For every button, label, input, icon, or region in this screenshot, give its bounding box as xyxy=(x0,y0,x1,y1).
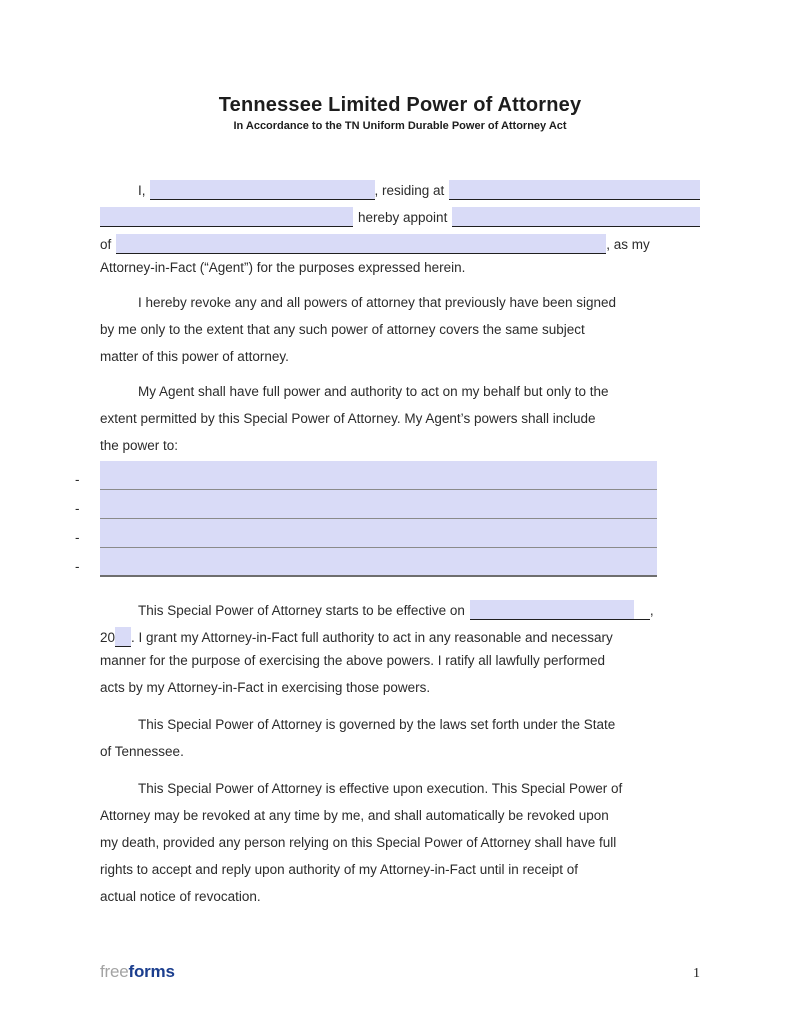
year-prefix-label: 20 xyxy=(100,630,116,645)
principal-address-field-1[interactable] xyxy=(449,180,700,200)
paragraph-line: My Agent shall have full power and authority to act on my behalf but only to the xyxy=(138,384,609,399)
paragraph-line: actual notice of revocation. xyxy=(100,889,261,904)
paragraph-line: rights to accept and reply upon authority of my Attorney-in-Fact until in receipt of xyxy=(100,862,578,877)
effective-date-paragraph xyxy=(100,593,700,701)
agent-powers-paragraph xyxy=(100,378,700,459)
effective-on-label: This Special Power of Attorney starts to be effective on xyxy=(138,603,465,618)
paragraph-line: acts by my Attorney-in-Fact in exercising those powers. xyxy=(100,680,431,695)
document-title: Tennessee Limited Power of Attorney xyxy=(218,94,582,116)
paragraph-line: extent permitted by this Special Power of Attorney. My Agent’s powers shall include xyxy=(100,411,596,426)
agent-name-field[interactable] xyxy=(452,207,700,227)
freeforms-logo xyxy=(100,962,175,982)
power-list-item xyxy=(75,519,700,548)
principal-address-field-2[interactable] xyxy=(100,207,353,227)
i-label: I, xyxy=(138,183,146,198)
paragraph-line: I hereby revoke any and all powers of attorney that previously have been signed xyxy=(138,295,617,310)
logo-forms-text: forms xyxy=(128,962,175,981)
residing-at-label: , residing at xyxy=(374,183,445,198)
logo-free-text: free xyxy=(100,962,129,981)
opening-paragraph xyxy=(100,173,700,281)
page-number: 1 xyxy=(693,966,700,981)
powers-list xyxy=(75,461,700,577)
paragraph-line: This Special Power of Attorney is governed by the laws set forth under the State xyxy=(138,717,616,732)
list-dash: - xyxy=(75,558,80,574)
paragraph-line: of Tennessee. xyxy=(100,744,184,759)
document-header xyxy=(100,94,700,132)
power-list-item xyxy=(75,548,700,577)
list-dash: - xyxy=(75,471,80,487)
paragraph-line: my death, provided any person relying on this Special Power of Attorney shall have full xyxy=(100,835,617,850)
comma-label: , xyxy=(649,603,654,618)
revocation-paragraph xyxy=(100,289,700,370)
principal-name-field[interactable] xyxy=(150,180,375,200)
hereby-appoint-label: hereby appoint xyxy=(358,210,448,225)
execution-paragraph xyxy=(100,775,700,910)
of-label: of xyxy=(100,237,112,252)
document-subtitle: In Accordance to the TN Uniform Durable Power of Attorney Act xyxy=(233,120,567,132)
paragraph-line: by me only to the extent that any such power of attorney covers the same subject xyxy=(100,322,585,337)
list-dash: - xyxy=(75,529,80,545)
as-my-label: , as my xyxy=(606,237,650,252)
power-field-2[interactable] xyxy=(100,490,657,519)
power-field-1[interactable] xyxy=(100,461,657,490)
power-list-item xyxy=(75,461,700,490)
paragraph-line: Attorney may be revoked at any time by me, and shall automatically be revoked upon xyxy=(100,808,609,823)
opening-paragraph-line4: Attorney-in-Fact (“Agent”) for the purposes expressed herein. xyxy=(100,260,466,275)
paragraph-line: the power to: xyxy=(100,438,179,453)
agent-address-field[interactable] xyxy=(116,234,606,254)
paragraph-line: matter of this power of attorney. xyxy=(100,349,289,364)
governing-law-paragraph xyxy=(100,711,700,765)
paragraph-line: This Special Power of Attorney is effective upon execution. This Special Power of xyxy=(138,781,623,796)
effective-year-field[interactable] xyxy=(115,627,131,647)
power-list-item xyxy=(75,490,700,519)
document-footer xyxy=(100,962,700,982)
paragraph-line: . I grant my Attorney-in-Fact full authority to act in any reasonable and necessary xyxy=(131,630,613,645)
power-field-4[interactable] xyxy=(100,548,657,577)
effective-date-field[interactable] xyxy=(470,600,650,620)
paragraph-line: manner for the purpose of exercising the above powers. I ratify all lawfully performed xyxy=(100,653,605,668)
power-field-3[interactable] xyxy=(100,519,657,548)
list-dash: - xyxy=(75,500,80,516)
